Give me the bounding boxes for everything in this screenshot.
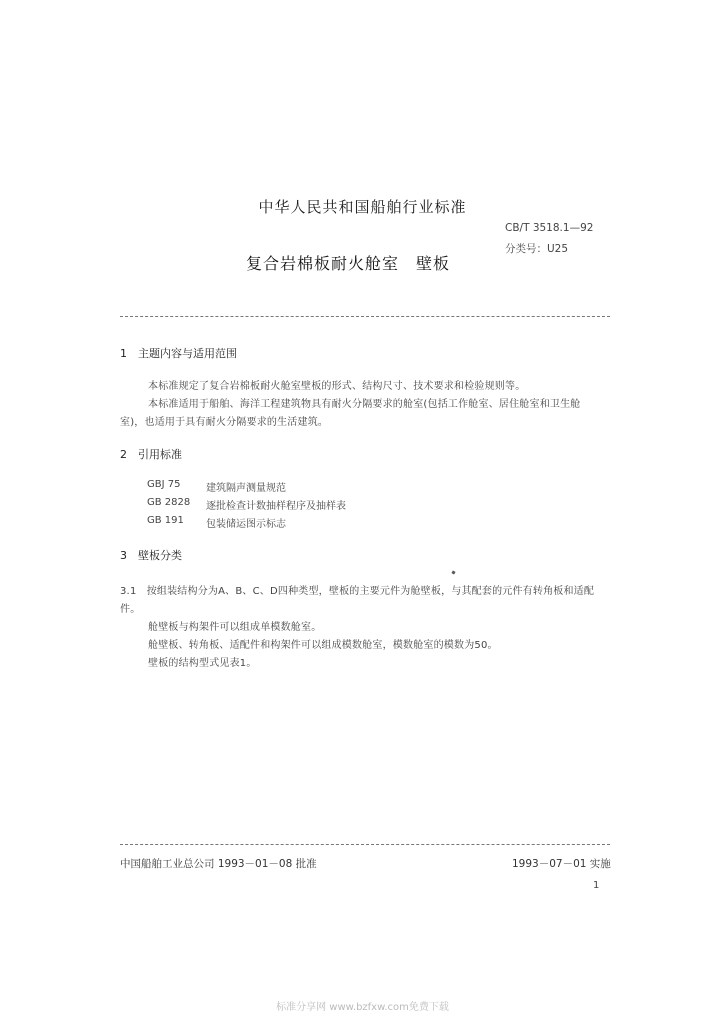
document-title: 复合岩棉板耐火舱室 壁板 [246,254,451,273]
standard-title: 中华人民共和国船舶行业标准 [258,198,467,216]
section-1-paragraph: 室)，也适用于具有耐火分隔要求的生活建筑。 [120,417,329,428]
section-3-paragraph: 舱壁板、转角板、适配件和构架件可以组成模数舱室，模数舱室的模数为50。 [148,640,498,651]
section-2-heading: 2 引用标准 [120,448,182,461]
ref-standard-name: 包装储运图示标志 [206,519,286,530]
section-3-paragraph: 壁板的结构型式见表1。 [148,658,257,669]
page-number: 1 [593,880,600,891]
section-3-paragraph: 件。 [120,604,141,615]
ref-standard-name: 建筑隔声测量规范 [206,483,286,494]
ref-standard-code: GB 2828 [147,497,191,508]
header-divider [120,316,610,317]
section-3-paragraph: 3.1 按组装结构分为A、B、C、D四种类型，壁板的主要元件为舱壁板，与其配套的元件有转角板和适配 [120,586,595,597]
ref-standard-name: 逐批检查计数抽样程序及抽样表 [206,501,346,512]
approval-info: 中国船舶工业总公司 1993－01－08 批准 [120,858,317,870]
ref-standard-code: GB 191 [147,515,184,526]
effective-date: 1993－07－01 实施 [512,858,611,870]
section-1-paragraph: 本标准适用于船舶、海洋工程建筑物具有耐火分隔要求的舱室(包括工作舱室、居住舱室和卫生舱 [148,399,581,410]
section-1-heading: 1 主题内容与适用范围 [120,347,237,360]
standard-code: CB/T 3518.1—92 [505,222,594,234]
footer-divider [120,844,610,845]
section-3-paragraph: 舱壁板与构架件可以组成单模数舱室。 [148,622,322,633]
print-speck [451,570,455,574]
section-1-paragraph: 本标准规定了复合岩棉板耐火舱室壁板的形式、结构尺寸、技术要求和检验规则等。 [148,381,526,392]
classification-number: 分类号：U25 [505,243,569,255]
watermark: 标准分享网 www.bzfxw.com免费下载 [276,1002,449,1013]
section-3-heading: 3 壁板分类 [120,549,182,562]
ref-standard-code: GBJ 75 [147,479,181,490]
